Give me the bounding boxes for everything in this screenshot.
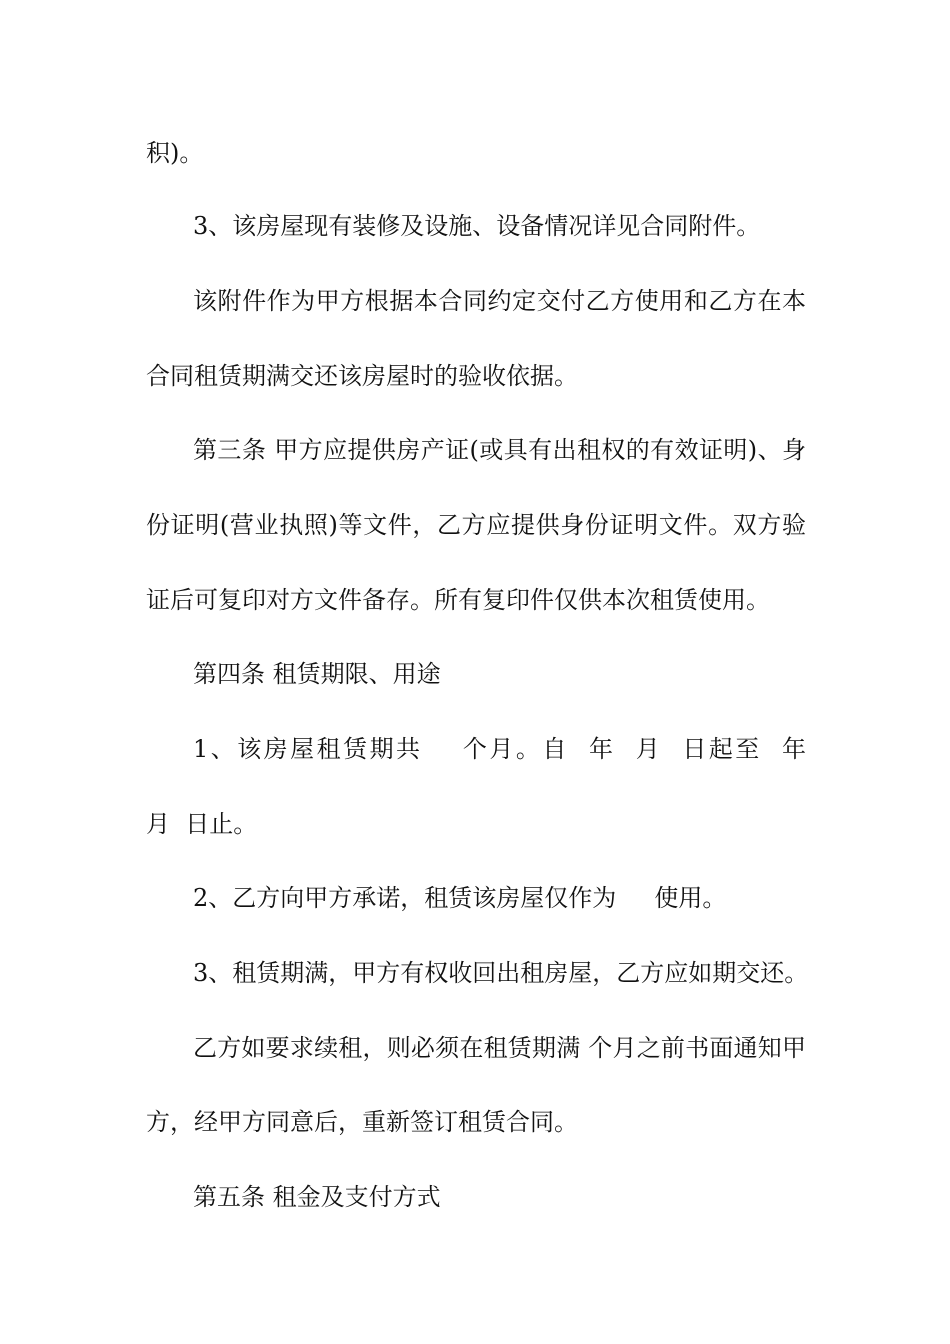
text-line: 月 日止。 (146, 810, 258, 838)
text-line: 3、该房屋现有装修及设施、设备情况详见合同附件。 (193, 212, 761, 240)
text-line: 方，经甲方同意后，重新签订租赁合同。 (146, 1108, 578, 1136)
section-heading: 第五条 租金及支付方式 (193, 1183, 441, 1211)
text-line: 份证明(营业执照)等文件，乙方应提供身份证明文件。双方验 (146, 511, 806, 539)
section-heading: 第四条 租赁期限、用途 (193, 660, 441, 688)
text-line: 3、租赁期满，甲方有权收回出租房屋，乙方应如期交还。 (193, 959, 809, 987)
text-line: 积)。 (146, 139, 204, 167)
text-line: 合同租赁期满交还该房屋时的验收依据。 (146, 362, 578, 390)
text-line: 1、该房屋租赁期共 个月。自 年 月 日起至 年 (193, 735, 806, 763)
text-line: 证后可复印对方文件备存。所有复印件仅供本次租赁使用。 (146, 586, 770, 614)
text-line: 该附件作为甲方根据本合同约定交付乙方使用和乙方在本 (193, 287, 806, 315)
section-heading: 第三条 甲方应提供房产证(或具有出租权的有效证明)、身 (193, 436, 806, 464)
text-line: 2、乙方向甲方承诺，租赁该房屋仅作为 使用。 (193, 884, 727, 912)
text-line: 乙方如要求续租，则必须在租赁期满 个月之前书面通知甲 (193, 1034, 806, 1062)
